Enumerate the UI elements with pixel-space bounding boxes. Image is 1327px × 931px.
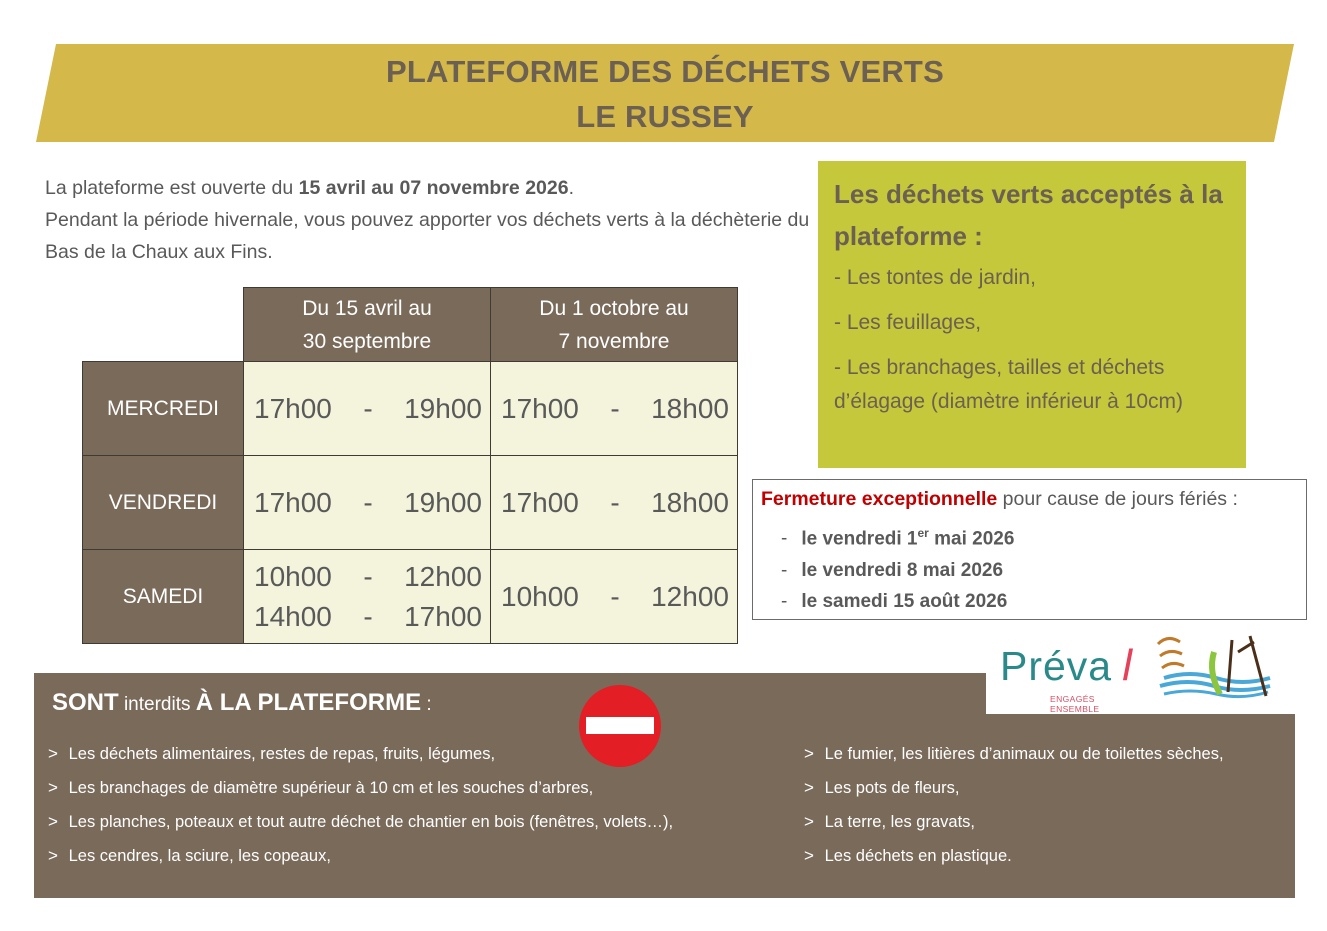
preval-wordmark-l: l — [1122, 641, 1132, 690]
time-start: 17h00 — [254, 392, 332, 424]
closure-date-2: le vendredi 8 mai 2026 — [801, 559, 1004, 581]
bullet-icon: > — [804, 846, 814, 865]
forbidden-item: La terre, les gravats, — [824, 813, 975, 831]
time-start: 17h00 — [254, 486, 332, 518]
bullet-icon: > — [804, 744, 814, 763]
closure-title-red: Fermeture exceptionnelle — [761, 488, 998, 510]
page-subtitle: LE RUSSEY — [576, 99, 754, 134]
table-corner — [83, 288, 244, 362]
list-item — [781, 518, 1014, 555]
list-dash: - — [781, 528, 788, 550]
time-end: 18h00 — [651, 392, 729, 424]
list-item — [798, 737, 1224, 771]
list-dash: - — [781, 559, 788, 581]
list-item — [42, 805, 673, 839]
ccpr-logo-icon — [1150, 632, 1275, 702]
forbidden-item: Les cendres, la sciure, les copeaux, — [68, 847, 331, 865]
forbidden-title-a: SONT — [52, 689, 119, 716]
hours-cell — [491, 456, 738, 550]
hours-cell — [244, 362, 491, 456]
accepted-waste-box — [818, 161, 1246, 468]
bullet-icon: > — [48, 778, 58, 797]
closure-title-rest: pour cause de jours fériés : — [997, 488, 1238, 510]
time-end: 12h00 — [651, 580, 729, 612]
forbidden-title-b: interdits — [118, 694, 196, 715]
day-label: VENDREDI — [83, 456, 244, 550]
list-item — [781, 555, 1014, 587]
time-start: 17h00 — [501, 392, 579, 424]
intro-winter: Pendant la période hivernale, vous pouvez apporter vos déchets verts à la déchèterie du Bas de la Chaux aux Fins. — [45, 209, 810, 263]
bullet-icon: > — [48, 812, 58, 831]
bullet-icon: > — [48, 846, 58, 865]
preval-logo — [1000, 641, 1140, 714]
time-dash: - — [363, 486, 373, 518]
closure-notice — [752, 479, 1307, 620]
forbidden-item: Les déchets alimentaires, restes de repas, fruits, légumes, — [68, 745, 496, 763]
time-dash: - — [363, 560, 373, 592]
forbidden-item: Les branchages de diamètre supérieur à 10 cm et les souches d’arbres, — [68, 779, 594, 797]
time-dash: - — [610, 486, 620, 518]
table-row — [83, 550, 738, 644]
hours-cell — [244, 550, 491, 644]
hours-cell — [491, 362, 738, 456]
no-entry-icon — [578, 684, 662, 768]
intro-post: . — [568, 177, 574, 199]
forbidden-list-right — [798, 737, 1224, 873]
forbidden-item: Les planches, poteaux et tout autre déchet de chantier en bois (fenêtres, volets…), — [68, 813, 674, 831]
page-title: PLATEFORME DES DÉCHETS VERTS — [386, 54, 944, 89]
closure-date-3: le samedi 15 août 2026 — [801, 591, 1008, 613]
time-dash: - — [610, 580, 620, 612]
intro-text — [45, 172, 815, 268]
period-header-2 — [491, 288, 738, 362]
list-item — [798, 771, 1224, 805]
forbidden-item: Le fumier, les litières d’animaux ou de toilettes sèches, — [824, 745, 1224, 763]
closure-date-1-end: mai 2026 — [928, 528, 1015, 550]
period-1-line-1: Du 15 avril au — [302, 296, 432, 320]
hours-cell — [491, 550, 738, 644]
bullet-icon: > — [804, 778, 814, 797]
time-dash: - — [363, 600, 373, 632]
time-end: 19h00 — [404, 486, 482, 518]
period-2-line-2: 7 novembre — [558, 329, 670, 353]
list-item: - Les tontes de jardin, — [834, 266, 1036, 289]
bullet-icon: > — [804, 812, 814, 831]
day-label: MERCREDI — [83, 362, 244, 456]
forbidden-title — [52, 689, 432, 717]
time-end: 18h00 — [651, 486, 729, 518]
preval-wordmark: Préva — [1000, 643, 1113, 689]
day-label: SAMEDI — [83, 550, 244, 644]
time-end: 17h00 — [404, 600, 482, 632]
list-item: - Les branchages, tailles et déchets d’élagage (diamètre inférieur à 10cm) — [834, 356, 1184, 413]
list-item — [798, 839, 1224, 873]
preval-slogan: ENGAGÉS ENSEMBLE — [1050, 694, 1100, 714]
time-dash: - — [363, 392, 373, 424]
intro-dates: 15 avril au 07 novembre 2026 — [298, 177, 569, 199]
list-item — [781, 586, 1014, 618]
time-dash: - — [610, 392, 620, 424]
time-start: 10h00 — [501, 580, 579, 612]
intro-pre: La plateforme est ouverte du — [45, 177, 299, 199]
table-row — [83, 456, 738, 550]
forbidden-title-d: : — [421, 694, 432, 715]
closure-title — [761, 488, 1238, 511]
period-2-line-1: Du 1 octobre au — [539, 296, 689, 320]
list-item: - Les feuillages, — [834, 311, 982, 334]
forbidden-title-c: À LA PLATEFORME — [195, 689, 422, 716]
time-end: 12h00 — [404, 560, 482, 592]
closure-list — [781, 518, 1014, 618]
title-banner — [36, 44, 1294, 142]
table-row — [83, 362, 738, 456]
closure-date-1: le vendredi 1 — [801, 528, 918, 550]
list-item — [42, 771, 673, 805]
time-start: 14h00 — [254, 600, 332, 632]
time-end: 19h00 — [404, 392, 482, 424]
hours-cell — [244, 456, 491, 550]
schedule-header-row — [83, 288, 738, 362]
time-start: 10h00 — [254, 560, 332, 592]
list-item — [42, 839, 673, 873]
period-1-line-2: 30 septembre — [302, 329, 432, 353]
list-dash: - — [781, 591, 788, 613]
forbidden-item: Les déchets en plastique. — [824, 847, 1012, 865]
ordinal-suffix: er — [917, 526, 929, 540]
accepted-list — [834, 261, 1234, 430]
period-header-1 — [244, 288, 491, 362]
forbidden-item: Les pots de fleurs, — [824, 779, 960, 797]
bullet-icon: > — [48, 744, 58, 763]
accepted-title: Les déchets verts acceptés à la plateforme : — [834, 179, 1223, 251]
list-item — [798, 805, 1224, 839]
time-start: 17h00 — [501, 486, 579, 518]
schedule-table — [82, 287, 738, 644]
